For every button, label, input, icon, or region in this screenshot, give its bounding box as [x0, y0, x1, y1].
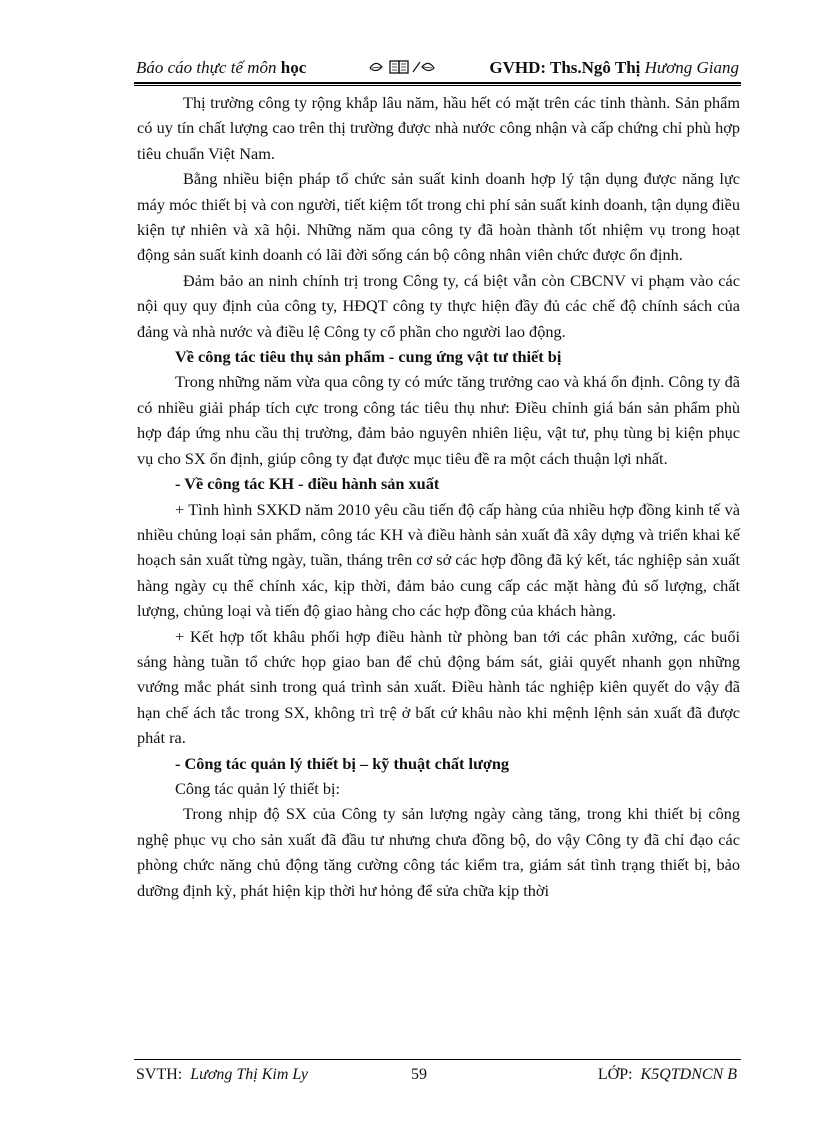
paragraph: Trong những năm vừa qua công ty có mức tăng trưởng cao và khá ổn định. Công ty đã có nhiều giải pháp tích cực trong công tác tiêu thụ như: Điều chỉnh giá bán sản phẩm phù hợp đáp ứng nhu cầu thị trường, đảm bảo nguyên nhiên liệu, vật tư, phụ tùng bị kiện phục vụ cho SX ổn định, giúp công ty đạt được mục tiêu đề ra một cách thuận lợi nhất.: [137, 372, 740, 468]
book-ornament-icon: [368, 56, 438, 78]
header-instructor: GVHD: Ths.Ngô Thị Hương Giang: [489, 58, 739, 77]
footer-rule: [134, 1059, 741, 1060]
page-header: [136, 56, 739, 82]
paragraph: Trong nhịp độ SX của Công ty sản lượng ngày càng tăng, trong khi thiết bị công nghệ phục vụ cho sản xuất đã đầu tư nhưng chưa đồng bộ, do vậy Công ty đã chỉ đạo các phòng chức năng chủ động tăng cường công tác kiểm tra, giám sát tình trạng thiết bị, bảo dưỡng định kỳ, phát hiện kịp thời hư hỏng để sửa chữa kịp thời: [137, 804, 740, 900]
footer-student: SVTH: Lương Thị Kim Ly: [136, 1066, 308, 1083]
page-footer: [136, 1064, 739, 1088]
footer-class: LỚP: K5QTDNCN B: [597, 1066, 737, 1083]
section-heading: - Về công tác KH - điều hành sản xuất: [175, 474, 440, 494]
section-heading: Về công tác tiêu thụ sản phẩm - cung ứng vật tư thiết bị: [175, 347, 562, 367]
paragraph: Thị trường công ty rộng khắp lâu năm, hầu hết có mặt trên các tỉnh thành. Sản phẩm có uy tín chất lượng cao trên thị trường được nhà nước công nhận và cấp chứng chỉ phù hợp tiêu chuẩn Việt Nam.: [137, 93, 740, 163]
section-heading: - Công tác quản lý thiết bị – kỹ thuật chất lượng: [175, 753, 510, 773]
header-rule-thin: [134, 85, 741, 86]
paragraph: Bằng nhiều biện pháp tổ chức sản suất kinh doanh hợp lý tận dụng được năng lực máy móc thiết bị và con người, tiết kiệm tốt trong chi phí sản suất kinh doanh, tận dụng điều kiện tự nhiên và xã hội. Những năm qua công ty đã hoàn thành tốt nhiệm vụ trong hoạt động sản suất kinh doanh có lãi đời sống cán bộ công nhân viên chức được ổn định.: [137, 169, 741, 265]
paragraph: + Tình hình SXKD năm 2010 yêu cầu tiến độ cấp hàng của nhiều hợp đồng kinh tế và nhiều chủng loại sản phẩm, công tác KH và điều hành sản xuất đã xây dựng và triển khai kế hoạch sản xuất từng ngày, tuần, tháng trên cơ sở các hợp đồng đã ký kết, tác nghiệp sản xuất hàng ngày cụ thể chính xác, kịp thời, đảm bảo cung cấp các mặt hàng đủ số lượng, chất lượng, chủng loại và tiến độ giao hàng cho các hợp đồng của khách hàng.: [137, 499, 740, 621]
header-report-title: Báo cáo thực tế môn học: [136, 58, 307, 77]
page-number: 59: [411, 1066, 427, 1083]
paragraph: Đảm bảo an ninh chính trị trong Công ty, cá biệt vẫn còn CBCNV vi phạm vào các nội quy quy định của công ty, HĐQT công ty thực hiện đầy đủ các chế độ chính sách của đảng và nhà nước và điều lệ Công ty cổ phần cho người lao động.: [137, 270, 740, 341]
header-rule: [134, 82, 741, 84]
paragraph: + Kết hợp tốt khâu phối hợp điều hành từ phòng ban tới các phân xưởng, các buổi sáng hàng tuần tổ chức họp giao ban để chủ động bám sát, giải quyết nhanh gọn những vướng mắc phát sinh trong quá trình sản xuất. Điều hành tác nghiệp kiên quyết do vậy đã hạn chế ách tắc trong SX, không trì trệ ở bất cứ khâu nào khi mệnh lệnh sản xuất đã được phát ra.: [137, 626, 740, 748]
paragraph: Công tác quản lý thiết bị:: [175, 778, 341, 798]
document-body: [137, 90, 740, 903]
